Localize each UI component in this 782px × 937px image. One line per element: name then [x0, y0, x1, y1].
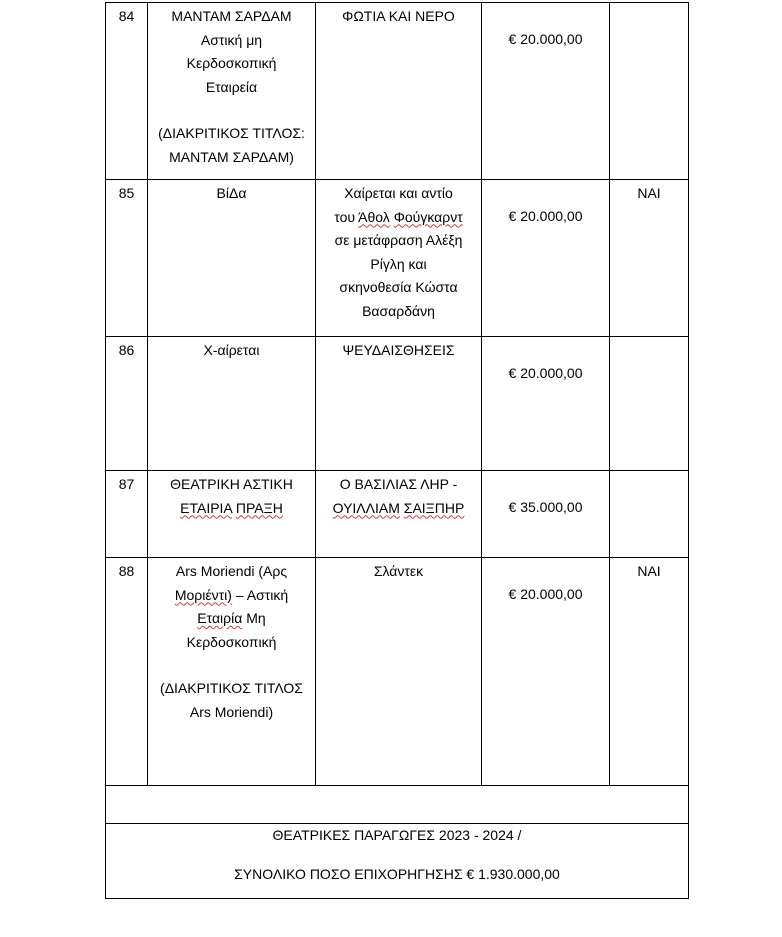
flag-cell [610, 3, 689, 180]
production-title [316, 558, 482, 786]
text-line: Εταιρία Μη [197, 610, 266, 626]
text-line: ΜΑΝΤΑΜ ΣΑΡΔΑΜ) [169, 148, 294, 165]
flag-cell: ΝΑΙ [610, 558, 689, 786]
grant-amount: € 20.000,00 [482, 180, 610, 337]
text-line: (ΔΙΑΚΡΙΤΙΚΟΣ ΤΙΤΛΟΣ: [158, 125, 305, 141]
table-row [106, 337, 689, 471]
grant-amount: € 35.000,00 [482, 471, 610, 558]
text-line: ΒίΔα [216, 185, 247, 201]
table-row [106, 180, 689, 337]
empty-cell [106, 786, 689, 824]
summary-row [106, 824, 689, 899]
table-row [106, 471, 689, 558]
summary-total: ΣΥΝΟΛΙΚΟ ΠΟΣΟ ΕΠΙΧΟΡΗΓΗΣΗΣ € 1.930.000,00 [234, 866, 560, 882]
text-line: Εταιρεία [205, 78, 258, 95]
text-line: Αστική μη [200, 31, 263, 48]
production-title [316, 3, 482, 180]
table-row [106, 558, 689, 786]
flag-cell: ΝΑΙ [610, 180, 689, 337]
text-line: Κερδοσκοπική [186, 55, 277, 71]
summary-title: ΘΕΑΤΡΙΚΕΣ ΠΑΡΑΓΩΓΕΣ 2023 - 2024 / [272, 827, 522, 843]
organization-name [148, 337, 316, 471]
text-line: ΦΩΤΙΑ ΚΑΙ ΝΕΡΟ [342, 8, 455, 24]
grant-amount: € 20.000,00 [482, 558, 610, 786]
text-line: Ο ΒΑΣΙΛΙΑΣ ΛΗΡ - [339, 476, 458, 492]
grants-table [105, 2, 689, 899]
row-number: 86 [106, 337, 148, 471]
production-title [316, 471, 482, 558]
text-line: Κερδοσκοπική [186, 633, 277, 650]
text-line: ΨΕΥΔΑΙΣΘΗΣΕΙΣ [342, 342, 455, 358]
text-line: ΟΥΙΛΛΙΑΜ ΣΑΙΞΠΗΡ [332, 499, 465, 516]
production-title: Χαίρεται και αντίο του Άθολ Φούγκαρντ σε μετάφραση Αλέξη Ρίγλη και σκηνοθεσία Κώστα Βασαρδάνη [316, 180, 482, 337]
summary-cell [106, 824, 689, 899]
empty-row [106, 786, 689, 824]
text-line: Ars Moriendi) [189, 703, 274, 720]
production-title [316, 337, 482, 471]
row-number: 84 [106, 3, 148, 180]
organization-name [148, 471, 316, 558]
text-line: Σλάντεκ [373, 563, 424, 579]
flag-cell [610, 337, 689, 471]
row-number: 87 [106, 471, 148, 558]
text-line: Χ-αίρεται [203, 342, 260, 358]
summary-section [106, 786, 689, 899]
text-line: ΜΑΝΤΑΜ ΣΑΡΔΑΜ [171, 8, 292, 24]
text-line: ΕΤΑΙΡΙΑ ΠΡΑΞΗ [180, 499, 283, 516]
organization-name [148, 3, 316, 180]
organization-name [148, 558, 316, 786]
blank-line [148, 654, 315, 677]
text-line: ΘΕΑΤΡΙΚΗ ΑΣΤΙΚΗ [170, 476, 293, 492]
text-line: (ΔΙΑΚΡΙΤΙΚΟΣ ΤΙΤΛΟΣ [160, 680, 303, 696]
grant-amount: € 20.000,00 [482, 3, 610, 180]
text-line: Ars Moriendi (Αρς [175, 563, 288, 579]
grants-table-body [106, 3, 689, 786]
grant-amount: € 20.000,00 [482, 337, 610, 471]
text-line: Μοριέντι) – Αστική [174, 586, 289, 603]
table-row [106, 3, 689, 180]
organization-name [148, 180, 316, 337]
blank-line [148, 99, 315, 122]
row-number: 88 [106, 558, 148, 786]
row-number: 85 [106, 180, 148, 337]
flag-cell [610, 471, 689, 558]
